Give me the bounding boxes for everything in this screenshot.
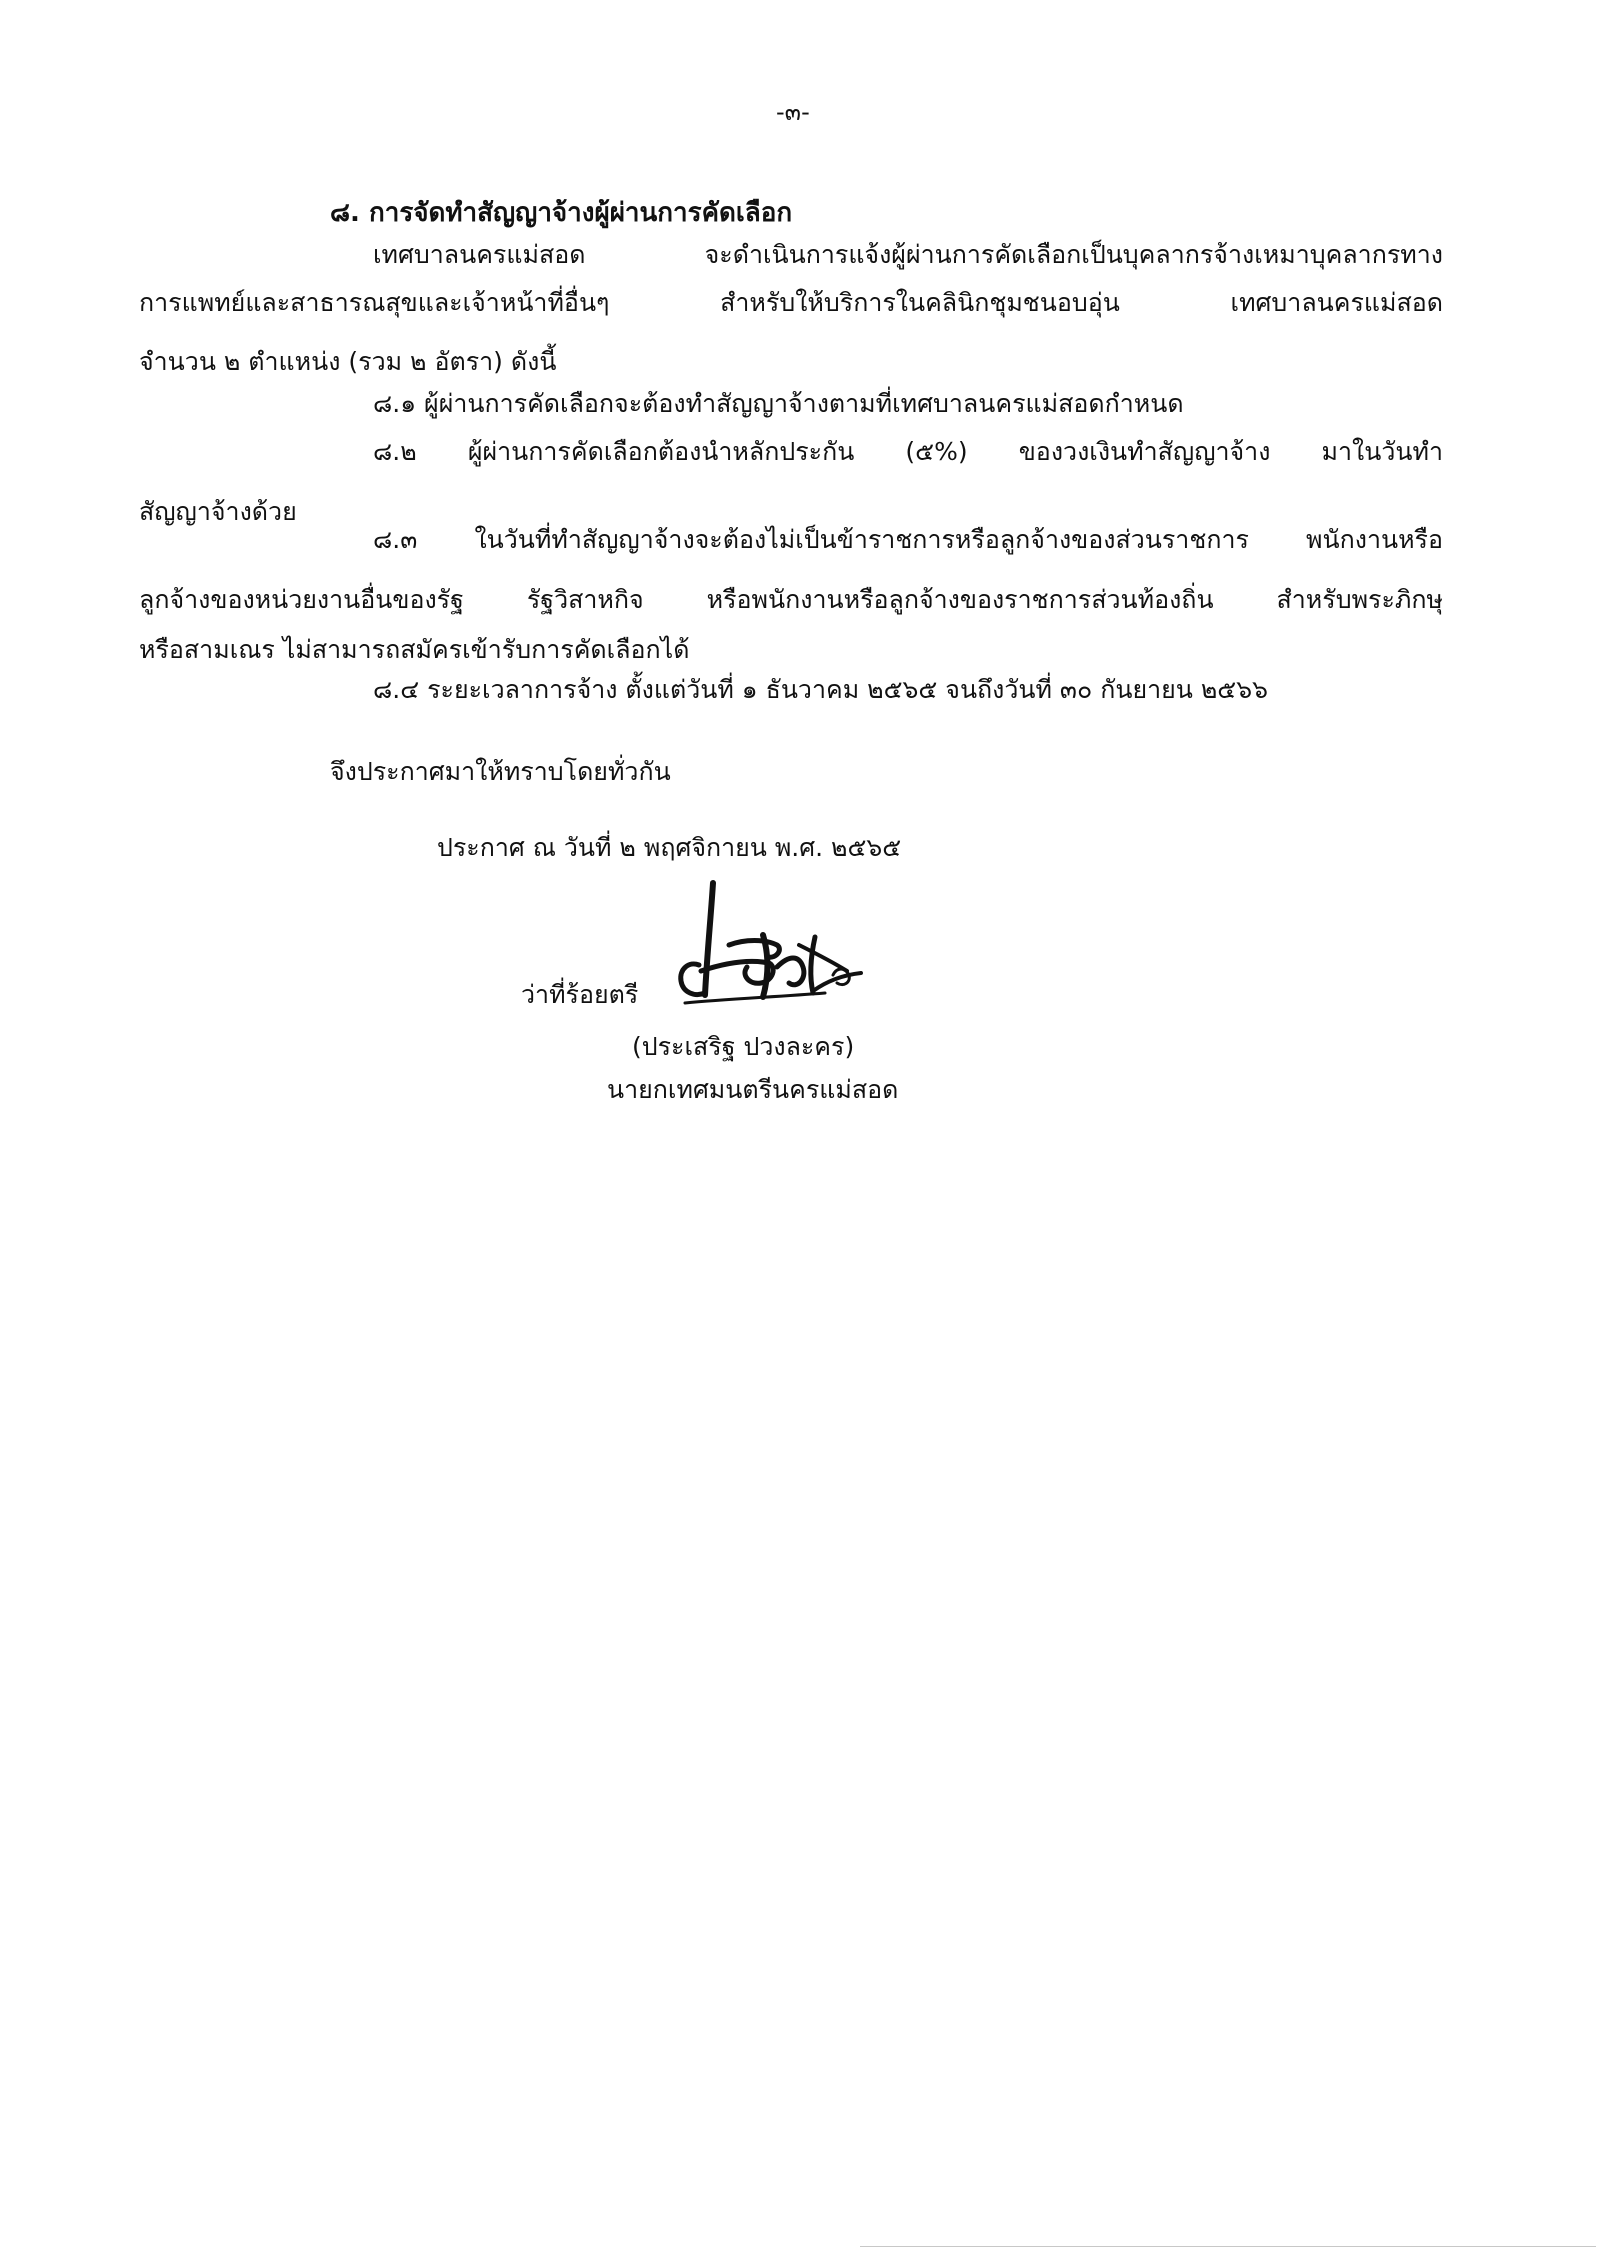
item-8-2-line-2: สัญญาจ้างด้วย [139,497,297,526]
signatory-name: (ประเสริฐ ปวงละคร) [632,1032,855,1061]
item-8-3-line-3: หรือสามเณร ไม่สามารถสมัครเข้ารับการคัดเลือกได้ [139,635,690,664]
page-number: -๓- [776,98,810,126]
intro-line-2: การแพทย์และสาธารณสุขและเจ้าหน้าที่อื่นๆ สำหรับให้บริการในคลินิกชุมชนอบอุ่น เทศบาลนครแม่สอด [139,288,1443,317]
item-8-2-line-1: ๘.๒ ผู้ผ่านการคัดเลือกต้องนำหลักประกัน (๕%) ของวงเงินทำสัญญาจ้าง มาในวันทำ [373,437,1443,466]
announcement-line: จึงประกาศมาให้ทราบโดยทั่วกัน [330,757,671,786]
item-8-4: ๘.๔ ระยะเวลาการจ้าง ตั้งแต่วันที่ ๑ ธันวาคม ๒๕๖๕ จนถึงวันที่ ๓๐ กันยายน ๒๕๖๖ [373,675,1268,704]
item-8-3-line-2: ลูกจ้างของหน่วยงานอื่นของรัฐ รัฐวิสาหกิจ หรือพนักงานหรือลูกจ้างของราชการส่วนท้องถิ่น สำหรับพระภิกษุ [139,585,1443,614]
handwritten-signature [665,875,880,1030]
item-8-1: ๘.๑ ผู้ผ่านการคัดเลือกจะต้องทำสัญญาจ้างตามที่เทศบาลนครแม่สอดกำหนด [373,389,1184,418]
signatory-rank: ว่าที่ร้อยตรี [521,980,639,1009]
section-heading: ๘. การจัดทำสัญญาจ้างผู้ผ่านการคัดเลือก [330,198,793,228]
intro-line-3: จำนวน ๒ ตำแหน่ง (รวม ๒ อัตรา) ดังนี้ [139,347,557,376]
item-8-3-line-1: ๘.๓ ในวันที่ทำสัญญาจ้างจะต้องไม่เป็นข้าราชการหรือลูกจ้างของส่วนราชการ พนักงานหรือ [373,525,1443,554]
scan-edge-line [860,2246,1596,2247]
intro-line-1: เทศบาลนครแม่สอด จะดำเนินการแจ้งผู้ผ่านการคัดเลือกเป็นบุคลากรจ้างเหมาบุคลากรทาง [373,240,1443,269]
announcement-date: ประกาศ ณ วันที่ ๒ พฤศจิกายน พ.ศ. ๒๕๖๕ [437,833,902,862]
signatory-position: นายกเทศมนตรีนครแม่สอด [607,1075,899,1104]
